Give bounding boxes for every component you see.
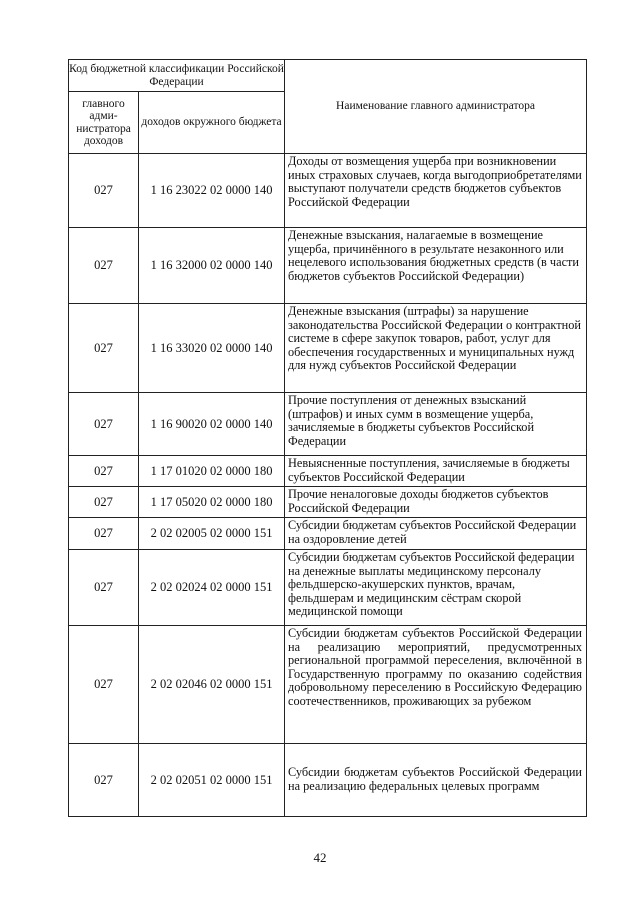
name-cell: Субсидии бюджетам субъектов Российской Федерации на реализацию федеральных целевых программ xyxy=(285,744,587,817)
table-row xyxy=(69,228,587,304)
admin-code-cell: 027 xyxy=(69,304,139,393)
name-cell: Субсидии бюджетам субъектов Российской Федерации на реализацию мероприятий, предусмотренных региональной программой переселения, включённой в Государственную программу по оказанию содействия добровольному переселению в Российскую Федерацию соотечественников, проживающих за рубежом xyxy=(285,626,587,744)
budget-code-cell: 2 02 02046 02 0000 151 xyxy=(139,626,285,744)
table-row xyxy=(69,487,587,518)
table-row xyxy=(69,456,587,487)
budget-code-cell: 1 16 33020 02 0000 140 xyxy=(139,304,285,393)
header-admin-column: главного адми-нистратора доходов xyxy=(69,92,139,154)
table-row xyxy=(69,393,587,456)
budget-code-cell: 2 02 02005 02 0000 151 xyxy=(139,518,285,550)
header-budget-column: доходов окружного бюджета xyxy=(139,92,285,154)
name-cell: Невыясненные поступления, зачисляемые в бюджеты субъектов Российской Федерации xyxy=(285,456,587,487)
header-group-title: Код бюджетной классификации Российской Федерации xyxy=(69,60,285,92)
table-row xyxy=(69,518,587,550)
budget-code-cell: 1 17 01020 02 0000 180 xyxy=(139,456,285,487)
table-row xyxy=(69,744,587,817)
name-cell: Денежные взыскания (штрафы) за нарушение законодательства Российской Федерации о контрактной системе в сфере закупок товаров, работ, услуг для обеспечения государственных и муниципальных нужд для нужд субъектов Российской Федерации xyxy=(285,304,587,393)
page-number: 42 xyxy=(313,850,327,865)
name-cell: Прочие поступления от денежных взысканий (штрафов) и иных сумм в возмещение ущерба, зачисляемые в бюджеты субъектов Российской Федерации xyxy=(285,393,587,456)
name-cell: Субсидии бюджетам субъектов Российской Федерации на оздоровление детей xyxy=(285,518,587,550)
name-cell: Денежные взыскания, налагаемые в возмещение ущерба, причинённого в результате незаконного или нецелевого использования бюджетных средств (в части бюджетов субъектов Российской Федерации) xyxy=(285,228,587,304)
budget-code-cell: 1 16 90020 02 0000 140 xyxy=(139,393,285,456)
admin-code-cell: 027 xyxy=(69,744,139,817)
table-row xyxy=(69,626,587,744)
header-name-column: Наименование главного администратора xyxy=(285,60,587,154)
budget-classification-table xyxy=(68,59,587,817)
table-row xyxy=(69,304,587,393)
name-cell: Прочие неналоговые доходы бюджетов субъектов Российской Федерации xyxy=(285,487,587,518)
budget-code-cell: 1 17 05020 02 0000 180 xyxy=(139,487,285,518)
table-header-row xyxy=(69,60,587,92)
budget-code-cell: 1 16 23022 02 0000 140 xyxy=(139,154,285,228)
name-cell: Доходы от возмещения ущерба при возникновении иных страховых случаев, когда выгодоприобретателями выступают получатели средств бюджетов субъектов Российской Федерации xyxy=(285,154,587,228)
name-cell: Субсидии бюджетам субъектов Российской федерации на денежные выплаты медицинскому персоналу фельдшерско-акушерских пунктов, врачам, фельдшерам и медицинским сёстрам скорой медицинской помощи xyxy=(285,550,587,626)
admin-code-cell: 027 xyxy=(69,456,139,487)
budget-code-cell: 2 02 02024 02 0000 151 xyxy=(139,550,285,626)
admin-code-cell: 027 xyxy=(69,550,139,626)
admin-code-cell: 027 xyxy=(69,228,139,304)
table-row xyxy=(69,550,587,626)
budget-classification-table-wrapper xyxy=(68,59,586,817)
admin-code-cell: 027 xyxy=(69,154,139,228)
budget-code-cell: 2 02 02051 02 0000 151 xyxy=(139,744,285,817)
admin-code-cell: 027 xyxy=(69,393,139,456)
admin-code-cell: 027 xyxy=(69,518,139,550)
table-row xyxy=(69,154,587,228)
budget-code-cell: 1 16 32000 02 0000 140 xyxy=(139,228,285,304)
admin-code-cell: 027 xyxy=(69,626,139,744)
admin-code-cell: 027 xyxy=(69,487,139,518)
